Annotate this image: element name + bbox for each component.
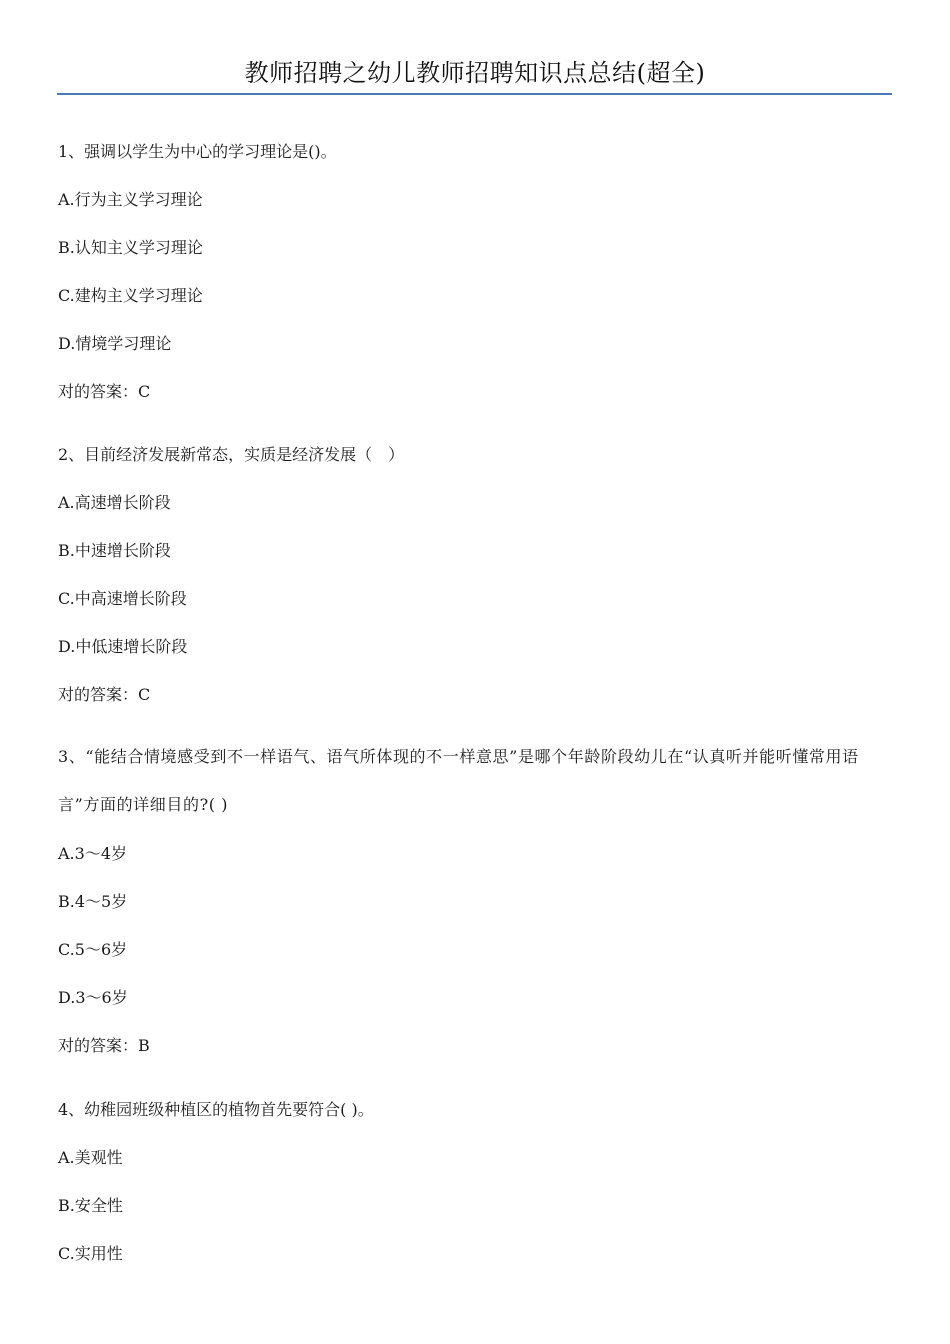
question-1-stem: 1、强调以学生为中心的学习理论是()。 <box>58 142 337 161</box>
question-4-option-a: A.美观性 <box>58 1148 123 1167</box>
title-divider <box>57 93 892 95</box>
question-2-option-a: A.高速增长阶段 <box>58 493 171 512</box>
question-2-stem: 2、目前经济发展新常态，实质是经济发展（ ） <box>58 445 405 464</box>
question-1-option-d: D.情境学习理论 <box>58 334 172 353</box>
question-1-option-a: A.行为主义学习理论 <box>58 190 203 209</box>
question-2-option-c: C.中高速增长阶段 <box>58 589 187 608</box>
question-3-answer: 对的答案：B <box>58 1036 150 1055</box>
question-3-option-d: D.3～6岁 <box>58 988 128 1007</box>
question-1-option-b: B.认知主义学习理论 <box>58 238 203 257</box>
document-title: 教师招聘之幼儿教师招聘知识点总结(超全) <box>244 59 706 87</box>
question-4-option-c: C.实用性 <box>58 1244 123 1263</box>
question-4-stem: 4、幼稚园班级种植区的植物首先要符合( )。 <box>58 1100 374 1119</box>
question-2-option-d: D.中低速增长阶段 <box>58 637 188 656</box>
question-3-option-c: C.5～6岁 <box>58 940 128 959</box>
question-1-answer: 对的答案：C <box>58 382 151 401</box>
question-3-option-b: B.4～5岁 <box>58 892 128 911</box>
question-3-stem: 3、“能结合情境感受到不一样语气、语气所体现的不一样意思”是哪个年龄阶段幼儿在“认真听并能听懂常用语言”方面的详细目的?( ) <box>58 747 859 814</box>
question-2-answer: 对的答案：C <box>58 685 151 704</box>
question-1-option-c: C.建构主义学习理论 <box>58 286 203 305</box>
question-3-option-a: A.3～4岁 <box>58 844 128 863</box>
question-4-option-b: B.安全性 <box>58 1196 123 1215</box>
question-2-option-b: B.中速增长阶段 <box>58 541 171 560</box>
